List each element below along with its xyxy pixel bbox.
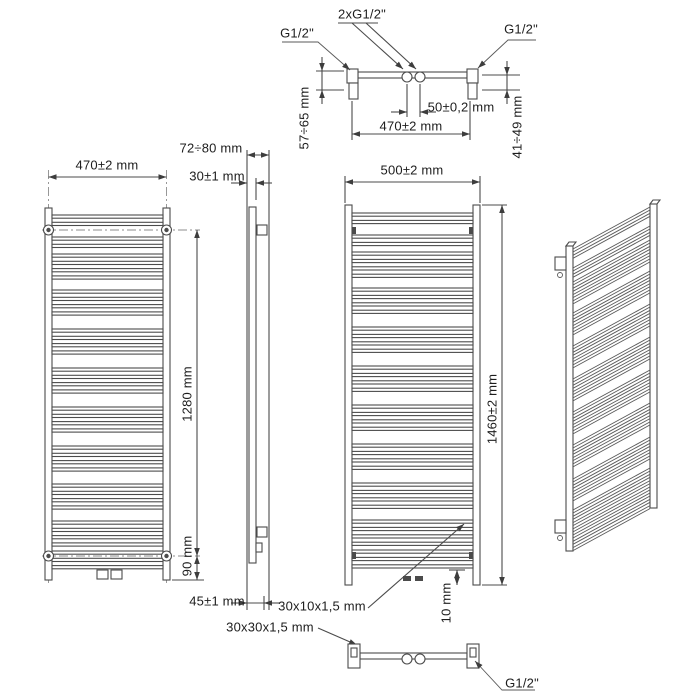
label-dim-bracket-spacing: 1280 mm <box>179 366 195 422</box>
perspective-view <box>555 200 660 551</box>
label-dim-connection-spacing: 470±2 mm <box>379 118 443 134</box>
label-rung-profile: 30x10x1,5 mm <box>278 598 366 614</box>
label-dim-total-depth: 72÷80 mm <box>179 140 243 156</box>
label-thread-top-left: G1/2" <box>280 25 314 41</box>
label-dim-valve-spacing: 50±0,2 mm <box>427 99 495 115</box>
label-dim-total-width: 500±2 mm <box>380 162 444 178</box>
label-dim-depth-right: 41÷49 mm <box>509 95 525 159</box>
label-dim-total-height: 1460±2 mm <box>484 373 500 445</box>
side-view <box>231 150 280 610</box>
label-thread-top-center: 2xG1/2" <box>338 6 386 22</box>
label-dim-bottom-gap: 10 mm <box>438 582 454 624</box>
label-dim-axis-width: 470±2 mm <box>75 157 139 173</box>
front-view-center <box>318 176 507 648</box>
label-thread-bottom: G1/2" <box>505 675 539 691</box>
label-dim-depth-left: 57÷65 mm <box>296 86 312 150</box>
label-thread-top-right: G1/2" <box>504 21 538 37</box>
label-rail-profile: 30x30x1,5 mm <box>226 619 314 635</box>
label-dim-bracket-bottom-offset: 90 mm <box>179 535 195 577</box>
label-dim-profile-depth: 30±1 mm <box>189 168 245 184</box>
label-dim-bottom-offset: 45±1 mm <box>189 593 245 609</box>
